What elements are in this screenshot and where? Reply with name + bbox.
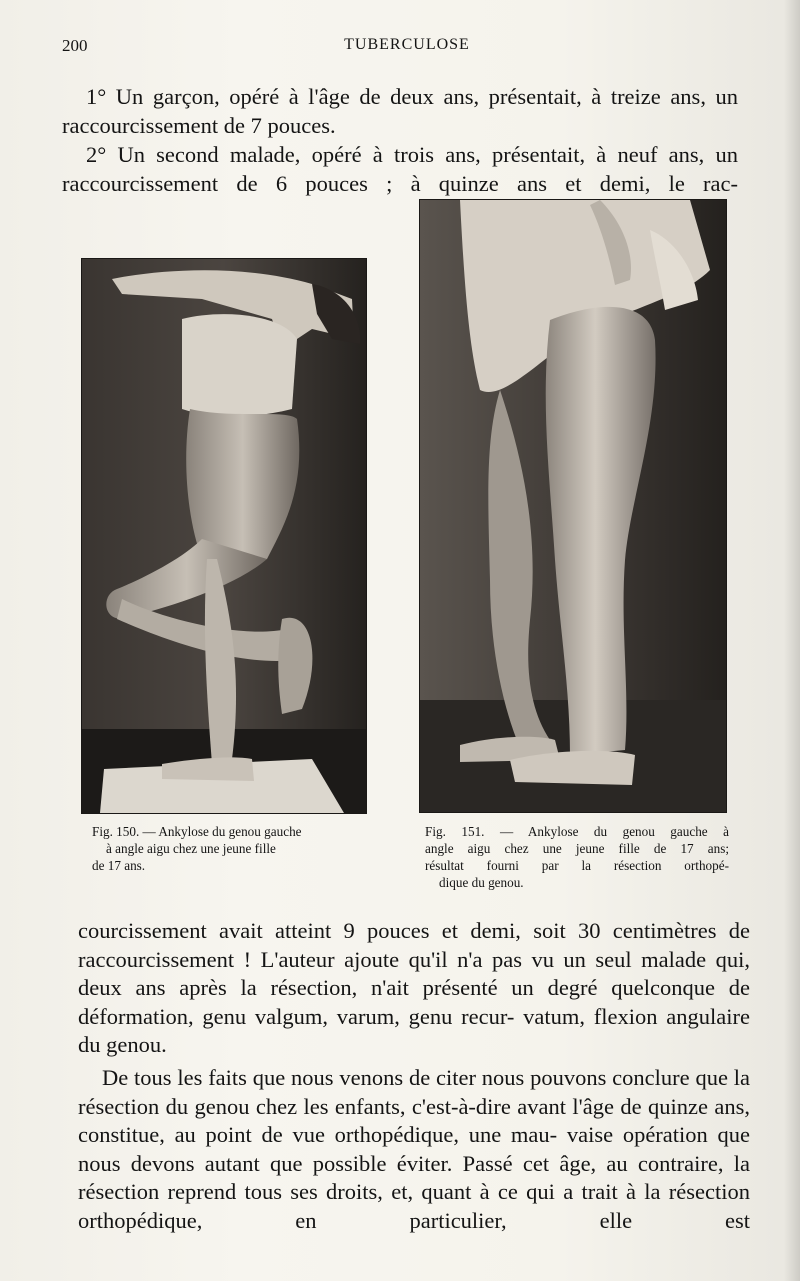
figure-150-caption [92, 823, 382, 874]
figure-151-caption-line: Fig. 151. — Ankylose du genou gauche à [425, 824, 729, 839]
figure-150-photo [82, 259, 366, 813]
figure-151-image [420, 200, 726, 812]
figure-151-caption-line: angle aigu chez une jeune fille de 17 ans; [425, 841, 729, 856]
figure-150-caption-line: Fig. 150. — Ankylose du genou gauche [92, 824, 302, 839]
figure-150-image [82, 259, 366, 813]
paragraph-continuation: courcissement avait atteint 9 pouces et demi, soit 30 centimètres de raccourcissement ! L'auteur ajoute qu'il n'a pas vu un seul malade qui, deux ans après la résection, n'ait présenté un degré quelconque de déformation, genu valgum, varum, genu recur- vatum, flexion angulaire du genou. [78, 918, 750, 1057]
page-header [62, 36, 752, 62]
figure-151-caption-line: résultat fourni par la résection orthopé- [425, 858, 729, 873]
figure-151-caption-line: dique du genou. [439, 875, 524, 890]
page-number: 200 [62, 36, 88, 55]
paragraph-case-2: 2° Un second malade, opéré à trois ans, présentait, à neuf ans, un raccourcissement de 6 pouces ; à quinze ans et demi, le rac- [62, 142, 738, 196]
paragraph-conclusion: De tous les faits que nous venons de citer nous pouvons conclure que la résection du genou chez les enfants, c'est-à-dire avant l'âge de quinze ans, constitue, au point de vue orthopédique, une mau- vaise opération que nous devons autant que possible éviter. Passé cet âge, au contraire, la résection reprend tous ses droits, et, quant à ce qui a trait à la résection orthopédique, en particulier, elle est [78, 1065, 750, 1233]
figure-151-caption [425, 823, 729, 891]
paragraph-case-1: 1° Un garçon, opéré à l'âge de deux ans, présentait, à treize ans, un raccourcissement de 7 pouces. [62, 84, 738, 138]
figure-150-caption-line: à angle aigu chez une jeune fille [106, 841, 276, 856]
running-head: TUBERCULOSE [344, 36, 470, 53]
page-edge-shadow [784, 0, 800, 1281]
figure-150-caption-line: de 17 ans. [92, 858, 146, 873]
figure-151-photo [420, 200, 726, 812]
